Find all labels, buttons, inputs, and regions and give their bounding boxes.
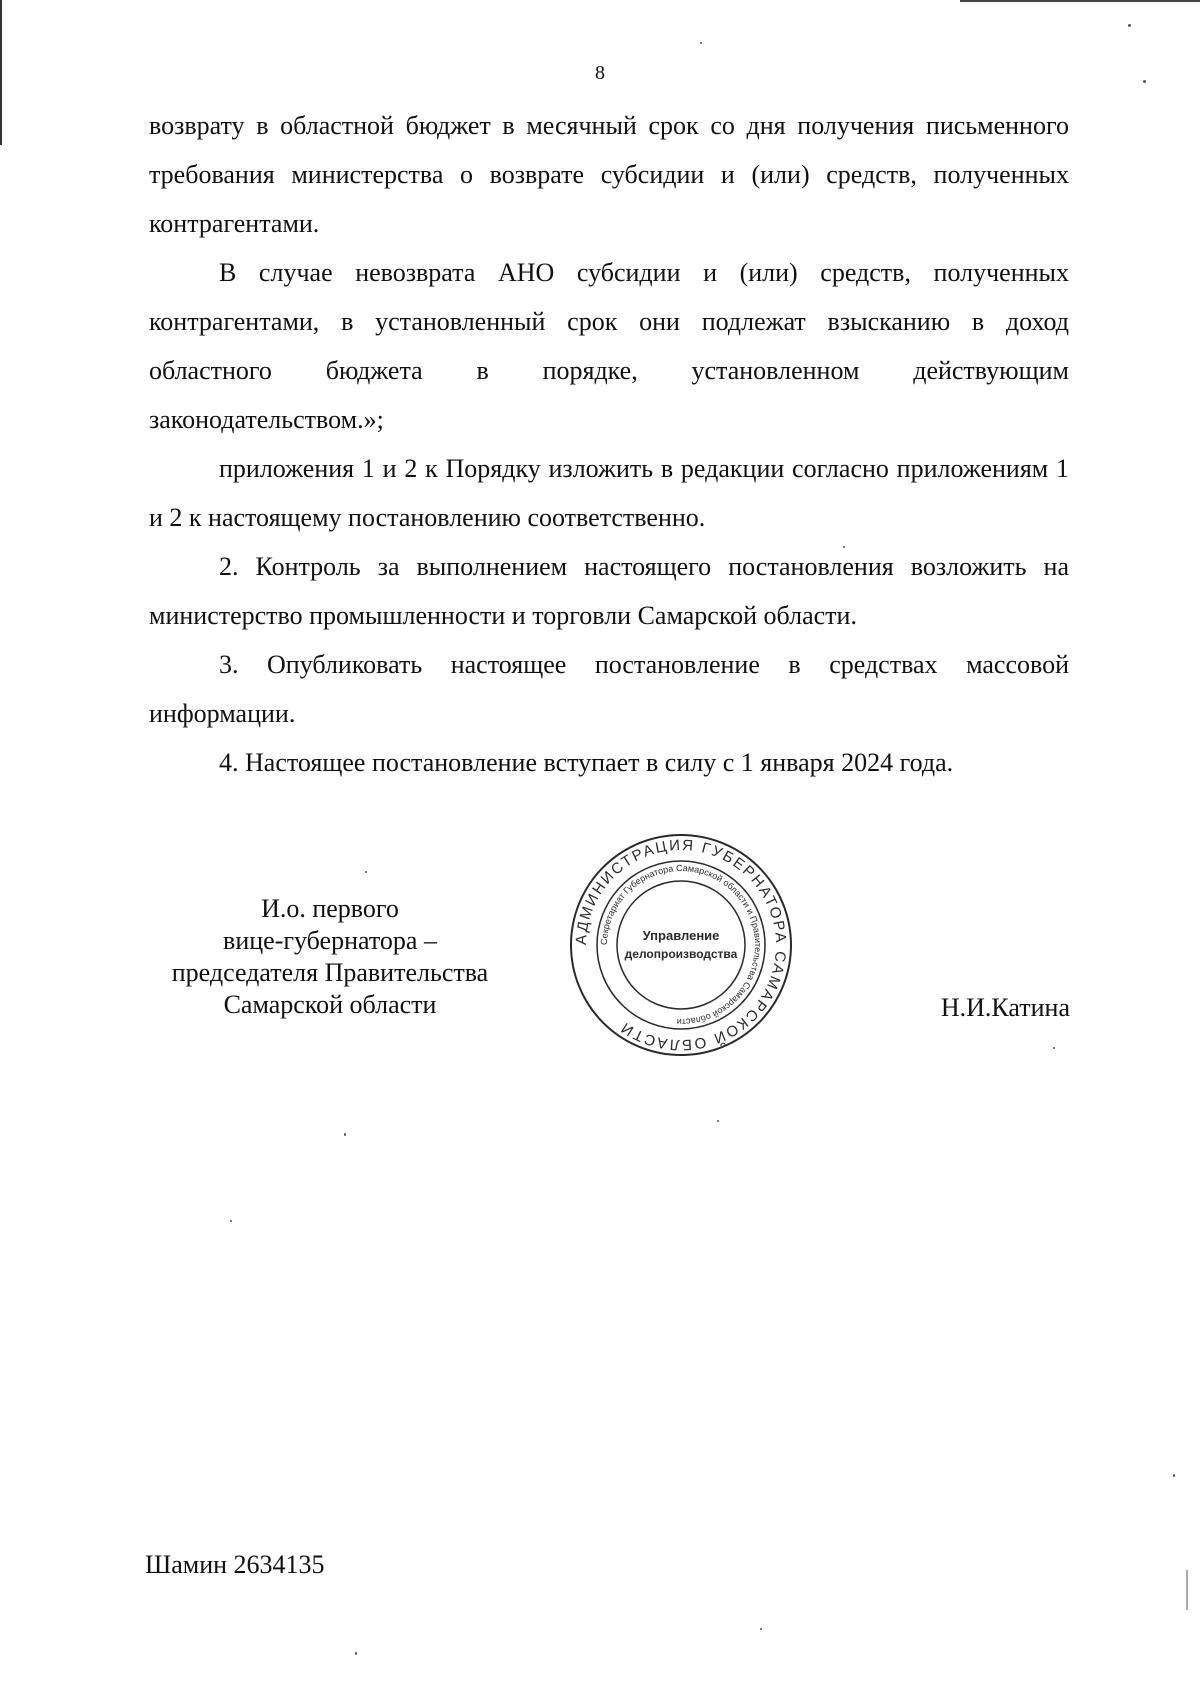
- scan-speck: [1143, 80, 1146, 83]
- paragraph: приложения 1 и 2 к Порядку изложить в редакции согласно приложениям 1 и 2 к настоящему постановлению соответственно.: [149, 454, 1069, 532]
- signatory-name: Н.И.Катина: [940, 993, 1070, 1022]
- scan-speck: [1173, 1474, 1175, 1477]
- executor-info: Шамин 2634135: [145, 1550, 325, 1579]
- scan-speck: [344, 1133, 346, 1136]
- scan-speck: [230, 1220, 232, 1222]
- document-body: [149, 101, 1069, 787]
- paragraph: возврату в областной бюджет в месячный срок со дня получения письменного требования министерства о возврате субсидии и (или) средств, полученных контрагентами.: [149, 111, 1069, 238]
- signatory-position-line: Самарской области: [223, 990, 437, 1019]
- scan-speck: [760, 1628, 762, 1630]
- stamp-outer-text: АДМИНИСТРАЦИЯ ГУБЕРНАТОРА САМАРСКОЙ ОБЛАСТИ: [572, 836, 790, 1054]
- stamp-center-line: Управление: [642, 928, 720, 943]
- scan-speck: [843, 546, 845, 548]
- scan-speck: [1128, 24, 1131, 27]
- signatory-position: [150, 893, 510, 1021]
- scan-speck: [700, 42, 702, 44]
- paragraph: 2. Контроль за выполнением настоящего постановления возложить на министерство промышленности и торговли Самарской области.: [149, 552, 1069, 630]
- scan-speck: [717, 1120, 719, 1122]
- paragraph: 4. Настоящее постановление вступает в силу с 1 января 2024 года.: [219, 748, 954, 777]
- stamp-ring-text: Секретариат Губернатора Самарской области и Правительства Самарской области: [598, 862, 764, 1028]
- scan-speck: [355, 1652, 357, 1655]
- scan-edge-line: [960, 0, 1200, 2]
- paragraph: В случае невозврата АНО субсидии и (или) средств, полученных контрагентами, в установленный срок они подлежат взысканию в доход областного бюджета в порядке, установленном действующим законодательством.»;: [149, 258, 1069, 434]
- signatory-position-line: председателя Правительства: [171, 958, 489, 987]
- stamp-middle-ring: [597, 861, 765, 1029]
- page-number: 8: [595, 62, 605, 84]
- paragraph: 3. Опубликовать настоящее постановление в средствах массовой информации.: [149, 650, 1069, 728]
- stamp-center-line: делопроизводства: [624, 947, 738, 961]
- scan-speck: [1186, 1570, 1188, 1610]
- stamp-inner-ring: [617, 881, 745, 1009]
- signatory-position-line: И.о. первого: [261, 894, 399, 923]
- scan-speck: [1053, 1047, 1055, 1049]
- scan-speck: [365, 871, 367, 873]
- signatory-position-line: вице-губернатора –: [223, 926, 437, 955]
- official-stamp: [568, 832, 794, 1058]
